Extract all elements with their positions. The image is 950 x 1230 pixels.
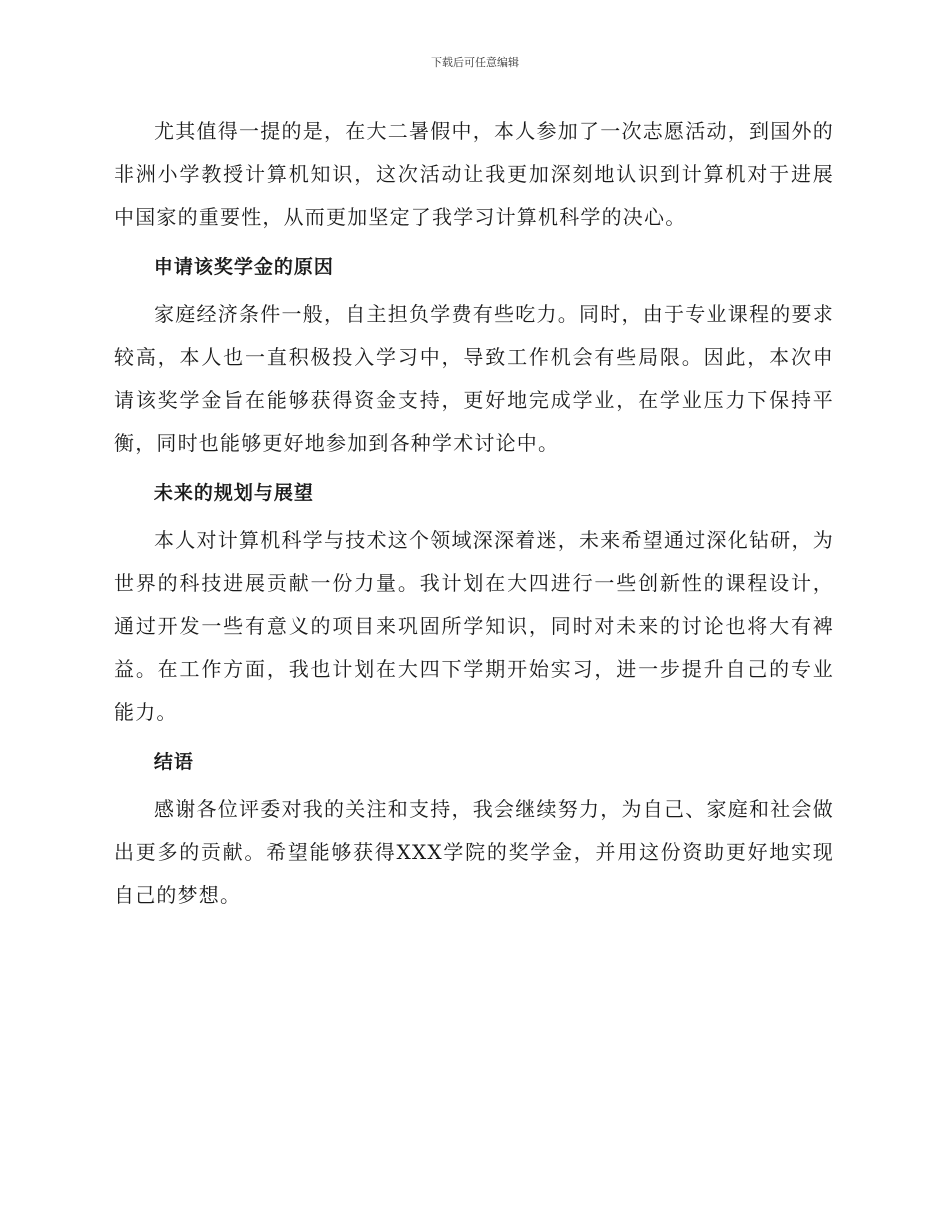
intro-paragraph: 尤其值得一提的是，在大二暑假中，本人参加了一次志愿活动，到国外的非洲小学教授计算机知识，这次活动让我更加深刻地认识到计算机对于进展中国家的重要性，从而更加坚定了我学习计算机科学的决心。 [114, 119, 834, 229]
section-heading-future: 未来的规划与展望 [153, 482, 314, 504]
section-paragraph-future: 本人对计算机科学与技术这个领域深深着迷，未来希望通过深化钻研，为世界的科技进展贡献一份力量。我计划在大四进行一些创新性的课程设计，通过开发一些有意义的项目来巩固所学知识，同时对未来的讨论也将大有裨益。在工作方面，我也计划在大四下学期开始实习，进一步提升自己的专业能力。 [114, 528, 834, 724]
section-paragraph-reason: 家庭经济条件一般，自主担负学费有些吃力。同时，由于专业课程的要求较高，本人也一直积极投入学习中，导致工作机会有些局限。因此，本次申请该奖学金旨在能够获得资金支持，更好地完成学业，在学业压力下保持平衡，同时也能够更好地参加到各种学术讨论中。 [114, 302, 834, 455]
section-heading-conclusion: 结语 [153, 751, 194, 773]
section-heading-reason: 申请该奖学金的原因 [153, 256, 334, 278]
section-paragraph-conclusion: 感谢各位评委对我的关注和支持，我会继续努力，为自己、家庭和社会做出更多的贡献。希望能够获得XXX学院的奖学金，并用这份资助更好地实现自己的梦想。 [114, 797, 834, 907]
page-header: 下载后可任意编辑 [431, 56, 519, 69]
document-body [114, 110, 834, 917]
